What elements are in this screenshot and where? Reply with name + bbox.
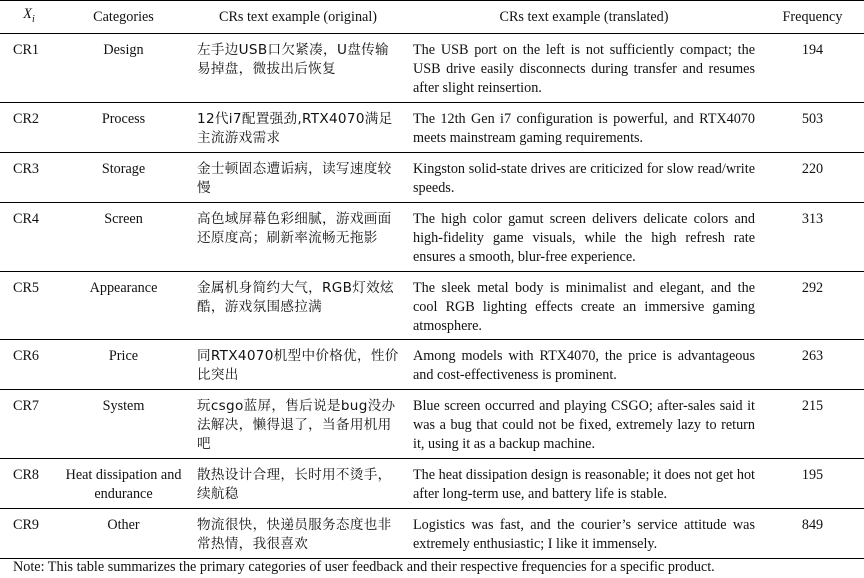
row-id: CR5 [0, 272, 58, 340]
row-id: CR4 [0, 203, 58, 272]
row-id: CR7 [0, 390, 58, 459]
row-translated-text: The heat dissipation design is reasonable; it does not get hot after long-term use, and battery life is stable. [407, 459, 761, 509]
row-translated-text: The USB port on the left is not sufficiently compact; the USB drive easily disconnects during transfer and resumes after slight reinsertion. [407, 34, 761, 103]
row-id: CR6 [0, 340, 58, 390]
table-row [0, 103, 864, 153]
row-frequency: 215 [761, 390, 864, 459]
header-original: CRs text example (original) [189, 1, 407, 34]
row-frequency: 263 [761, 340, 864, 390]
row-translated-text: Logistics was fast, and the courier’s service attitude was extremely enthusiastic; I like it immensely. [407, 509, 761, 559]
row-original-text: 散热设计合理，长时用不烫手，续航稳 [189, 459, 407, 509]
header-row [0, 1, 864, 34]
row-category: Heat dissipation and endurance [58, 459, 189, 509]
row-original-text: 12代i7配置强劲,RTX4070满足主流游戏需求 [189, 103, 407, 153]
table-row [0, 34, 864, 103]
table-row [0, 509, 864, 559]
row-id: CR1 [0, 34, 58, 103]
table-row [0, 459, 864, 509]
row-frequency: 849 [761, 509, 864, 559]
row-translated-text: Kingston solid-state drives are criticized for slow read/write speeds. [407, 153, 761, 203]
table-header [0, 1, 864, 34]
row-original-text: 金属机身简约大气，RGB灯效炫酷，游戏氛围感拉满 [189, 272, 407, 340]
table-row [0, 203, 864, 272]
row-translated-text: The high color gamut screen delivers delicate colors and high-fidelity game visuals, while the high refresh rate ensures a smooth, blur-free experience. [407, 203, 761, 272]
header-xi: $X_i$ [0, 1, 58, 34]
row-category: Screen [58, 203, 189, 272]
row-original-text: 物流很快，快递员服务态度也非常热情，我很喜欢 [189, 509, 407, 559]
row-category: Process [58, 103, 189, 153]
row-id: CR8 [0, 459, 58, 509]
table-body [0, 34, 864, 559]
row-original-text: 同RTX4070机型中价格优，性价比突出 [189, 340, 407, 390]
table-row [0, 272, 864, 340]
table-row [0, 153, 864, 203]
row-category: Price [58, 340, 189, 390]
row-translated-text: The 12th Gen i7 configuration is powerful, and RTX4070 meets mainstream gaming requirements. [407, 103, 761, 153]
row-original-text: 左手边USB口欠紧凑，U盘传输易掉盘，微拔出后恢复 [189, 34, 407, 103]
row-frequency: 503 [761, 103, 864, 153]
row-translated-text: Blue screen occurred and playing CSGO; after-sales said it was a bug that could not be fixed, extremely lazy to return it, using it as a backup machine. [407, 390, 761, 459]
row-frequency: 194 [761, 34, 864, 103]
row-frequency: 292 [761, 272, 864, 340]
header-translated: CRs text example (translated) [407, 1, 761, 34]
header-frequency: Frequency [761, 1, 864, 34]
table-row [0, 340, 864, 390]
row-translated-text: The sleek metal body is minimalist and elegant, and the cool RGB lighting effects create an immersive gaming atmosphere. [407, 272, 761, 340]
row-id: CR3 [0, 153, 58, 203]
row-category: Design [58, 34, 189, 103]
row-frequency: 195 [761, 459, 864, 509]
row-original-text: 高色域屏幕色彩细腻，游戏画面还原度高；刷新率流畅无拖影 [189, 203, 407, 272]
table-row [0, 390, 864, 459]
table-note: Note: This table summarizes the primary categories of user feedback and their respective frequencies for a specific product. [13, 559, 715, 575]
row-category: System [58, 390, 189, 459]
row-original-text: 玩csgo蓝屏，售后说是bug没办法解决，懒得退了，当备用机用吧 [189, 390, 407, 459]
row-category: Other [58, 509, 189, 559]
header-categories: Categories [58, 1, 189, 34]
row-frequency: 313 [761, 203, 864, 272]
row-category: Storage [58, 153, 189, 203]
row-frequency: 220 [761, 153, 864, 203]
row-id: CR2 [0, 103, 58, 153]
row-category: Appearance [58, 272, 189, 340]
row-original-text: 金士顿固态遭诟病，读写速度较慢 [189, 153, 407, 203]
row-id: CR9 [0, 509, 58, 559]
row-translated-text: Among models with RTX4070, the price is advantageous and cost-effectiveness is prominent. [407, 340, 761, 390]
